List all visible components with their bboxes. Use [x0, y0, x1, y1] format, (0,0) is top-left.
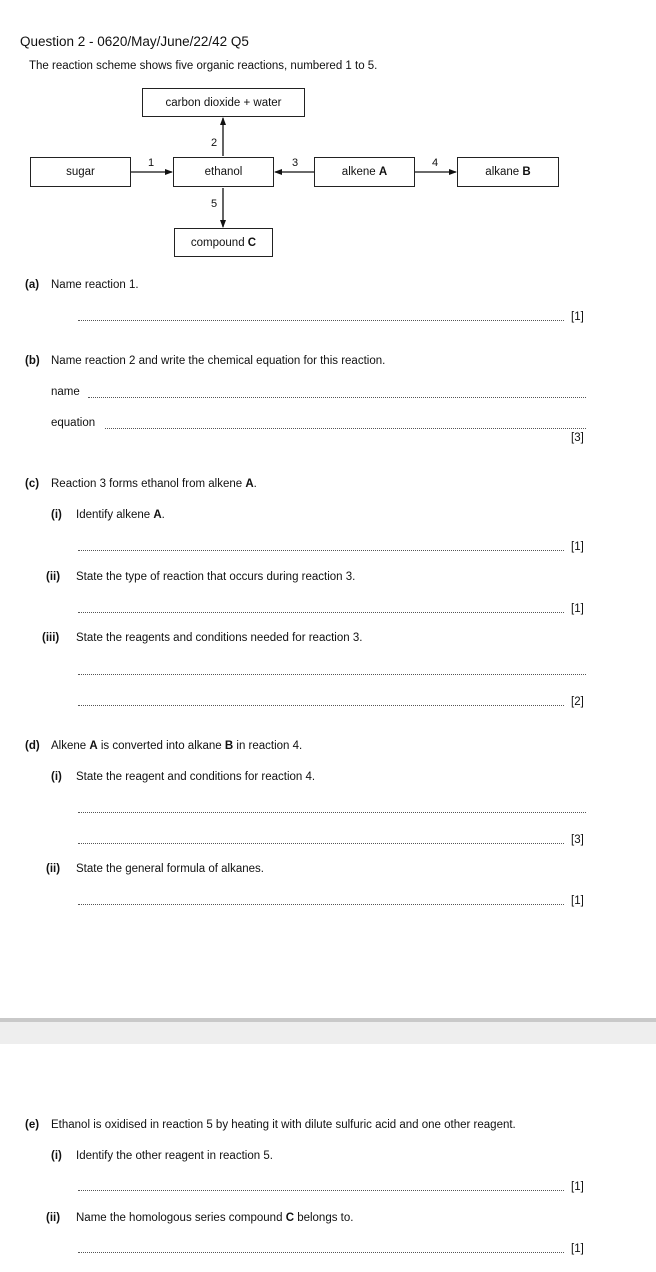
part-b-label: (b) [25, 355, 40, 367]
part-a-text: Name reaction 1. [51, 279, 139, 291]
part-di-label: (i) [51, 771, 62, 783]
answer-line[interactable] [78, 550, 564, 551]
part-cii-label: (ii) [46, 571, 61, 583]
name-label: name [51, 386, 80, 398]
marks: [3] [571, 432, 584, 444]
box-ethanol: ethanol [173, 157, 274, 187]
box-compound-c: compound C [174, 228, 273, 257]
part-c-text: Reaction 3 forms ethanol from alkene A. [51, 478, 257, 490]
part-cii-text: State the type of reaction that occurs during reaction 3. [76, 571, 356, 583]
marks: [1] [571, 541, 584, 553]
reaction-number-2: 2 [211, 137, 218, 149]
part-ei-text: Identify the other reagent in reaction 5. [76, 1150, 273, 1162]
box-sugar: sugar [30, 157, 131, 187]
part-ci-text: Identify alkene A. [76, 509, 165, 521]
reaction-number-1: 1 [148, 157, 155, 169]
part-a-label: (a) [25, 279, 40, 291]
part-eii-label: (ii) [46, 1212, 61, 1224]
question-title: Question 2 - 0620/May/June/22/42 Q5 [20, 34, 249, 49]
answer-line[interactable] [78, 705, 564, 706]
answer-line[interactable] [78, 612, 564, 613]
marks: [1] [571, 895, 584, 907]
page-break-gap [0, 1022, 656, 1044]
part-c-label: (c) [25, 478, 40, 490]
marks: [1] [571, 1243, 584, 1255]
marks: [3] [571, 834, 584, 846]
part-ci-label: (i) [51, 509, 62, 521]
answer-line[interactable] [105, 428, 586, 429]
part-e-text: Ethanol is oxidised in reaction 5 by heating it with dilute sulfuric acid and one other reagent. [51, 1119, 516, 1131]
scheme-arrows [0, 0, 656, 270]
part-dii-label: (ii) [46, 863, 61, 875]
reaction-number-4: 4 [432, 157, 439, 169]
part-d-text: Alkene A is converted into alkane B in reaction 4. [51, 740, 303, 752]
answer-line[interactable] [78, 904, 564, 905]
answer-line[interactable] [78, 1190, 564, 1191]
part-di-text: State the reagent and conditions for reaction 4. [76, 771, 316, 783]
part-ciii-text: State the reagents and conditions needed for reaction 3. [76, 632, 363, 644]
part-d-label: (d) [25, 740, 40, 752]
answer-line[interactable] [78, 320, 564, 321]
answer-line[interactable] [78, 1252, 564, 1253]
answer-line[interactable] [78, 812, 586, 813]
answer-line[interactable] [78, 674, 586, 675]
marks: [1] [571, 311, 584, 323]
marks: [1] [571, 1181, 584, 1193]
reaction-number-3: 3 [292, 157, 299, 169]
part-eii-text: Name the homologous series compound C belongs to. [76, 1212, 354, 1224]
box-alkane-b: alkane B [457, 157, 559, 187]
marks: [1] [571, 603, 584, 615]
answer-line[interactable] [88, 397, 586, 398]
reaction-number-5: 5 [211, 198, 218, 210]
question-intro: The reaction scheme shows five organic reactions, numbered 1 to 5. [29, 60, 378, 72]
box-alkene-a: alkene A [314, 157, 415, 187]
part-ciii-label: (iii) [42, 632, 60, 644]
answer-line[interactable] [78, 843, 564, 844]
part-ei-label: (i) [51, 1150, 62, 1162]
marks: [2] [571, 696, 584, 708]
part-dii-text: State the general formula of alkanes. [76, 863, 264, 875]
box-carbon-dioxide-water: carbon dioxide + water [142, 88, 305, 117]
part-b-text: Name reaction 2 and write the chemical equation for this reaction. [51, 355, 386, 367]
equation-label: equation [51, 417, 96, 429]
part-e-label: (e) [25, 1119, 40, 1131]
